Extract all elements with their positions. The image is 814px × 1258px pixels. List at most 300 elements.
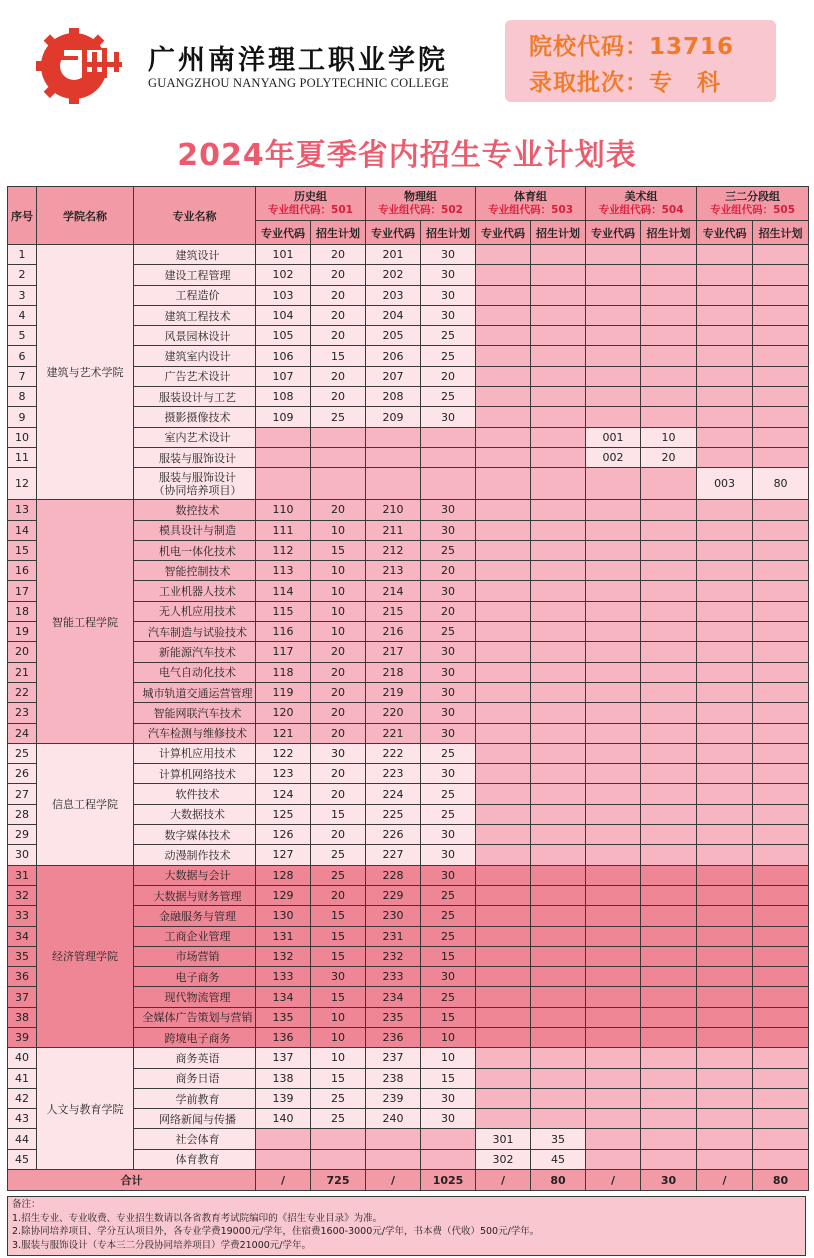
plan-count-cell: 15 [311, 804, 366, 824]
major-code-cell: 137 [256, 1048, 311, 1068]
plan-count-cell [753, 885, 809, 905]
seq-cell: 27 [8, 784, 37, 804]
major-code-cell [256, 468, 311, 500]
major-code-cell: 101 [256, 245, 311, 265]
major-code-cell [586, 784, 641, 804]
major-code-cell [476, 682, 531, 702]
col-header-code: 专业代码 [256, 221, 311, 245]
major-code-cell: 211 [366, 520, 421, 540]
major-name-cell: 汽车检测与维修技术 [134, 723, 256, 743]
major-code-cell: 208 [366, 387, 421, 407]
plan-count-cell [311, 468, 366, 500]
plan-count-cell: 30 [421, 305, 476, 325]
plan-count-cell [753, 906, 809, 926]
seq-cell: 28 [8, 804, 37, 824]
plan-count-cell [641, 825, 697, 845]
major-code-cell: 140 [256, 1109, 311, 1129]
seq-cell: 2 [8, 265, 37, 285]
plan-count-cell: 15 [311, 346, 366, 366]
major-code-cell [476, 366, 531, 386]
major-code-cell [366, 427, 421, 447]
plan-count-cell [641, 1088, 697, 1108]
seq-cell: 37 [8, 987, 37, 1007]
plan-count-cell [641, 764, 697, 784]
major-code-cell [476, 703, 531, 723]
major-code-cell: 121 [256, 723, 311, 743]
major-code-cell [697, 1068, 753, 1088]
major-code-cell: 112 [256, 540, 311, 560]
major-name-cell: 大数据与会计 [134, 865, 256, 885]
total-cell: / [476, 1170, 531, 1191]
major-code-cell: 002 [586, 447, 641, 467]
major-code-cell: 210 [366, 500, 421, 520]
plan-count-cell: 30 [421, 520, 476, 540]
major-code-cell [697, 366, 753, 386]
plan-count-cell [531, 926, 586, 946]
plan-count-cell: 10 [311, 601, 366, 621]
major-code-cell: 202 [366, 265, 421, 285]
seq-cell: 12 [8, 468, 37, 500]
plan-count-cell [641, 662, 697, 682]
major-name-cell: 工业机器人技术 [134, 581, 256, 601]
plan-count-cell [641, 906, 697, 926]
major-code-cell [586, 1088, 641, 1108]
major-code-cell: 124 [256, 784, 311, 804]
major-code-cell [476, 1088, 531, 1108]
major-code-cell [586, 967, 641, 987]
plan-count-cell [753, 366, 809, 386]
major-code-cell: 219 [366, 682, 421, 702]
seq-cell: 1 [8, 245, 37, 265]
plan-count-cell: 25 [421, 622, 476, 642]
plan-count-cell [531, 885, 586, 905]
major-code-cell: 130 [256, 906, 311, 926]
col-header-code: 专业代码 [476, 221, 531, 245]
plan-count-cell [531, 366, 586, 386]
major-code-cell [586, 1129, 641, 1149]
major-code-cell: 221 [366, 723, 421, 743]
seq-cell: 43 [8, 1109, 37, 1129]
seq-cell: 45 [8, 1149, 37, 1169]
seq-cell: 38 [8, 1007, 37, 1027]
plan-count-cell [641, 622, 697, 642]
plan-count-cell [753, 662, 809, 682]
plan-count-cell [753, 926, 809, 946]
major-code-cell: 226 [366, 825, 421, 845]
group-code: 专业组代码：505 [710, 204, 796, 216]
plan-count-cell: 20 [311, 285, 366, 305]
major-name-cell: 电气自动化技术 [134, 662, 256, 682]
plan-count-cell [753, 987, 809, 1007]
plan-count-cell: 15 [311, 926, 366, 946]
major-code-cell [586, 407, 641, 427]
major-code-cell [697, 946, 753, 966]
plan-count-cell: 30 [311, 743, 366, 763]
plan-count-cell [753, 1048, 809, 1068]
major-code-cell [697, 723, 753, 743]
plan-count-cell: 20 [311, 265, 366, 285]
major-code-cell [697, 601, 753, 621]
plan-count-cell: 30 [421, 500, 476, 520]
major-code-cell [586, 906, 641, 926]
major-code-cell [476, 387, 531, 407]
major-code-cell: 105 [256, 326, 311, 346]
major-code-cell [476, 305, 531, 325]
plan-count-cell [753, 865, 809, 885]
table-row [8, 500, 809, 520]
plan-count-cell [531, 427, 586, 447]
plan-count-cell [531, 245, 586, 265]
major-name-cell: 摄影摄像技术 [134, 407, 256, 427]
major-code-cell: 203 [366, 285, 421, 305]
plan-count-cell: 20 [311, 825, 366, 845]
group-physics [366, 187, 476, 221]
major-code-cell [476, 926, 531, 946]
major-code-cell: 213 [366, 561, 421, 581]
major-code-cell: 102 [256, 265, 311, 285]
plan-count-cell [641, 561, 697, 581]
major-code-cell [476, 946, 531, 966]
plan-count-cell [753, 1027, 809, 1047]
plan-count-cell: 20 [311, 326, 366, 346]
major-code-cell [697, 825, 753, 845]
col-header-plan: 招生计划 [311, 221, 366, 245]
major-name-cell: 大数据技术 [134, 804, 256, 824]
major-code-cell [476, 865, 531, 885]
enrollment-plan-table [7, 186, 809, 1191]
major-code-cell [476, 967, 531, 987]
major-code-cell [697, 346, 753, 366]
col-header-major: 专业名称 [134, 187, 256, 245]
major-code-cell: 106 [256, 346, 311, 366]
major-name-cell: 数字媒体技术 [134, 825, 256, 845]
plan-count-cell [753, 601, 809, 621]
plan-count-cell [641, 1129, 697, 1149]
major-name-cell: 全媒体广告策划与营销 [134, 1007, 256, 1027]
plan-count-cell: 30 [421, 682, 476, 702]
table-row [8, 865, 809, 885]
plan-count-cell [753, 825, 809, 845]
major-code-cell [697, 581, 753, 601]
plan-count-cell [641, 1048, 697, 1068]
plan-count-cell: 10 [421, 1027, 476, 1047]
major-name-cell: 跨境电子商务 [134, 1027, 256, 1047]
plan-count-cell [641, 540, 697, 560]
plan-count-cell [531, 865, 586, 885]
major-code-cell: 117 [256, 642, 311, 662]
plan-count-cell [531, 1007, 586, 1027]
major-code-cell [476, 662, 531, 682]
seq-cell: 39 [8, 1027, 37, 1047]
seq-cell: 3 [8, 285, 37, 305]
major-code-cell [476, 1007, 531, 1027]
major-code-cell [697, 804, 753, 824]
plan-count-cell: 20 [311, 245, 366, 265]
major-code-cell: 217 [366, 642, 421, 662]
major-code-cell: 128 [256, 865, 311, 885]
major-code-cell [697, 662, 753, 682]
major-name-cell: 社会体育 [134, 1129, 256, 1149]
plan-count-cell [641, 703, 697, 723]
plan-count-cell: 30 [421, 642, 476, 662]
plan-count-cell [641, 468, 697, 500]
plan-count-cell [531, 825, 586, 845]
major-code-cell [586, 387, 641, 407]
plan-count-cell: 25 [421, 784, 476, 804]
total-label: 合计 [8, 1170, 256, 1191]
total-cell: 725 [311, 1170, 366, 1191]
plan-count-cell [641, 743, 697, 763]
major-code-cell [586, 1048, 641, 1068]
plan-count-cell [753, 1007, 809, 1027]
plan-count-cell [641, 1007, 697, 1027]
plan-count-cell [641, 865, 697, 885]
major-code-cell [586, 723, 641, 743]
major-name-cell: 汽车制造与试验技术 [134, 622, 256, 642]
major-code-cell: 119 [256, 682, 311, 702]
major-name-cell: 服装与服饰设计 [134, 447, 256, 467]
major-code-cell: 238 [366, 1068, 421, 1088]
major-code-cell: 003 [697, 468, 753, 500]
major-code-cell: 126 [256, 825, 311, 845]
major-code-cell [586, 1109, 641, 1129]
major-code-cell [697, 906, 753, 926]
major-code-cell: 215 [366, 601, 421, 621]
major-code-cell [586, 622, 641, 642]
seq-cell: 11 [8, 447, 37, 467]
major-code-cell [476, 285, 531, 305]
group-code: 专业组代码：501 [268, 204, 353, 216]
major-code-cell: 111 [256, 520, 311, 540]
group-code: 专业组代码：502 [378, 204, 463, 216]
major-code-cell: 205 [366, 326, 421, 346]
plan-count-cell [753, 447, 809, 467]
major-code-cell [697, 1088, 753, 1108]
plan-count-cell [531, 845, 586, 865]
major-code-cell [256, 447, 311, 467]
plan-count-cell [641, 1068, 697, 1088]
plan-count-cell [531, 906, 586, 926]
page-title: 2024年夏季省内招生专业计划表 [177, 138, 637, 173]
plan-count-cell [641, 601, 697, 621]
plan-count-cell: 10 [421, 1048, 476, 1068]
major-code-cell: 114 [256, 581, 311, 601]
major-code-cell: 127 [256, 845, 311, 865]
college-name-cn: 广州南洋理工职业学院 [148, 45, 448, 76]
major-code-cell: 223 [366, 764, 421, 784]
admission-info-box [505, 20, 776, 102]
plan-count-cell [641, 642, 697, 662]
major-code-cell: 136 [256, 1027, 311, 1047]
plan-count-cell [641, 885, 697, 905]
major-code-cell [476, 1027, 531, 1047]
plan-count-cell: 30 [421, 1109, 476, 1129]
major-code-cell [476, 825, 531, 845]
major-code-cell: 138 [256, 1068, 311, 1088]
plan-count-cell [641, 987, 697, 1007]
plan-count-cell [531, 662, 586, 682]
plan-count-cell [311, 427, 366, 447]
major-code-cell: 225 [366, 804, 421, 824]
plan-count-cell [641, 245, 697, 265]
plan-count-cell: 25 [311, 845, 366, 865]
major-code-cell [476, 326, 531, 346]
plan-count-cell [531, 642, 586, 662]
plan-count-cell: 20 [311, 682, 366, 702]
col-header-seq: 序号 [8, 187, 37, 245]
major-code-cell [586, 825, 641, 845]
major-code-cell [586, 682, 641, 702]
major-name-cell: 网络新闻与传播 [134, 1109, 256, 1129]
major-code-cell [476, 540, 531, 560]
major-code-cell [697, 285, 753, 305]
plan-count-cell [641, 366, 697, 386]
plan-count-cell [641, 1149, 697, 1169]
major-name-cell: 工商企业管理 [134, 926, 256, 946]
college-logo-icon [34, 26, 130, 104]
col-header-code: 专业代码 [697, 221, 753, 245]
major-code-cell [476, 265, 531, 285]
seq-cell: 9 [8, 407, 37, 427]
major-code-cell [586, 285, 641, 305]
major-code-cell [586, 500, 641, 520]
major-code-cell: 237 [366, 1048, 421, 1068]
plan-count-cell: 20 [311, 500, 366, 520]
major-code-cell [476, 845, 531, 865]
plan-count-cell [531, 764, 586, 784]
seq-cell: 20 [8, 642, 37, 662]
major-code-cell: 235 [366, 1007, 421, 1027]
major-name-cell: 服装与服饰设计 （协同培养项目） [134, 468, 256, 500]
major-code-cell [697, 967, 753, 987]
major-code-cell: 234 [366, 987, 421, 1007]
major-code-cell [476, 642, 531, 662]
major-code-cell [476, 500, 531, 520]
total-cell: 1025 [421, 1170, 476, 1191]
major-code-cell [697, 326, 753, 346]
plan-count-cell [641, 285, 697, 305]
major-code-cell: 232 [366, 946, 421, 966]
major-code-cell [697, 561, 753, 581]
seq-cell: 21 [8, 662, 37, 682]
major-name-cell: 商务日语 [134, 1068, 256, 1088]
major-code-cell [586, 581, 641, 601]
plan-count-cell: 20 [311, 703, 366, 723]
major-code-cell: 125 [256, 804, 311, 824]
group-name: 三二分段组 [725, 190, 781, 203]
college-name-cell: 经济管理学院 [37, 865, 134, 1048]
major-name-cell: 风景园林设计 [134, 326, 256, 346]
major-code-cell [697, 845, 753, 865]
major-code-cell [476, 581, 531, 601]
plan-count-cell [753, 1149, 809, 1169]
major-code-cell [586, 1149, 641, 1169]
plan-count-cell: 20 [311, 305, 366, 325]
major-code-cell [586, 326, 641, 346]
table-header-row [8, 187, 809, 221]
plan-count-cell: 10 [311, 622, 366, 642]
plan-count-cell [311, 1149, 366, 1169]
major-code-cell [476, 906, 531, 926]
major-code-cell [697, 1048, 753, 1068]
major-code-cell [476, 987, 531, 1007]
plan-count-cell [753, 804, 809, 824]
major-code-cell [476, 407, 531, 427]
plan-count-cell: 10 [311, 520, 366, 540]
major-code-cell: 134 [256, 987, 311, 1007]
plan-count-cell [641, 1109, 697, 1129]
major-name-cell: 市场营销 [134, 946, 256, 966]
plan-count-cell [531, 622, 586, 642]
major-code-cell [586, 845, 641, 865]
plan-count-cell: 20 [421, 561, 476, 581]
major-code-cell [476, 1068, 531, 1088]
major-code-cell [476, 1109, 531, 1129]
plan-count-cell [641, 500, 697, 520]
plan-count-cell: 20 [641, 447, 697, 467]
col-header-plan: 招生计划 [531, 221, 586, 245]
plan-count-cell: 15 [311, 946, 366, 966]
plan-count-cell [641, 520, 697, 540]
major-code-cell [697, 1129, 753, 1149]
plan-count-cell [753, 427, 809, 447]
major-code-cell: 116 [256, 622, 311, 642]
major-code-cell: 228 [366, 865, 421, 885]
plan-count-cell [531, 784, 586, 804]
major-code-cell [586, 642, 641, 662]
table-row [8, 743, 809, 763]
seq-cell: 40 [8, 1048, 37, 1068]
seq-cell: 42 [8, 1088, 37, 1108]
seq-cell: 13 [8, 500, 37, 520]
plan-count-cell [641, 265, 697, 285]
plan-count-cell [531, 967, 586, 987]
plan-count-cell: 15 [421, 1007, 476, 1027]
major-code-cell: 115 [256, 601, 311, 621]
major-code-cell: 218 [366, 662, 421, 682]
major-code-cell: 301 [476, 1129, 531, 1149]
plan-count-cell [753, 407, 809, 427]
major-code-cell [586, 265, 641, 285]
major-name-cell: 建筑室内设计 [134, 346, 256, 366]
plan-count-cell: 10 [311, 581, 366, 601]
major-code-cell [586, 468, 641, 500]
plan-count-cell: 20 [311, 784, 366, 804]
plan-count-cell: 30 [421, 1088, 476, 1108]
major-code-cell [476, 743, 531, 763]
major-code-cell [697, 500, 753, 520]
major-name-cell: 计算机网络技术 [134, 764, 256, 784]
seq-cell: 6 [8, 346, 37, 366]
major-code-cell: 230 [366, 906, 421, 926]
major-code-cell [476, 723, 531, 743]
major-name-cell: 广告艺术设计 [134, 366, 256, 386]
major-code-cell [256, 1149, 311, 1169]
plan-count-cell [641, 387, 697, 407]
plan-count-cell: 25 [421, 743, 476, 763]
major-code-cell: 110 [256, 500, 311, 520]
seq-cell: 29 [8, 825, 37, 845]
col-header-college: 学院名称 [37, 187, 134, 245]
group-art [586, 187, 697, 221]
major-code-cell: 131 [256, 926, 311, 946]
table-row [8, 1048, 809, 1068]
college-name-cell: 建筑与艺术学院 [37, 245, 134, 500]
major-code-cell [476, 885, 531, 905]
major-code-cell: 122 [256, 743, 311, 763]
plan-count-cell: 20 [421, 366, 476, 386]
plan-count-cell [641, 407, 697, 427]
